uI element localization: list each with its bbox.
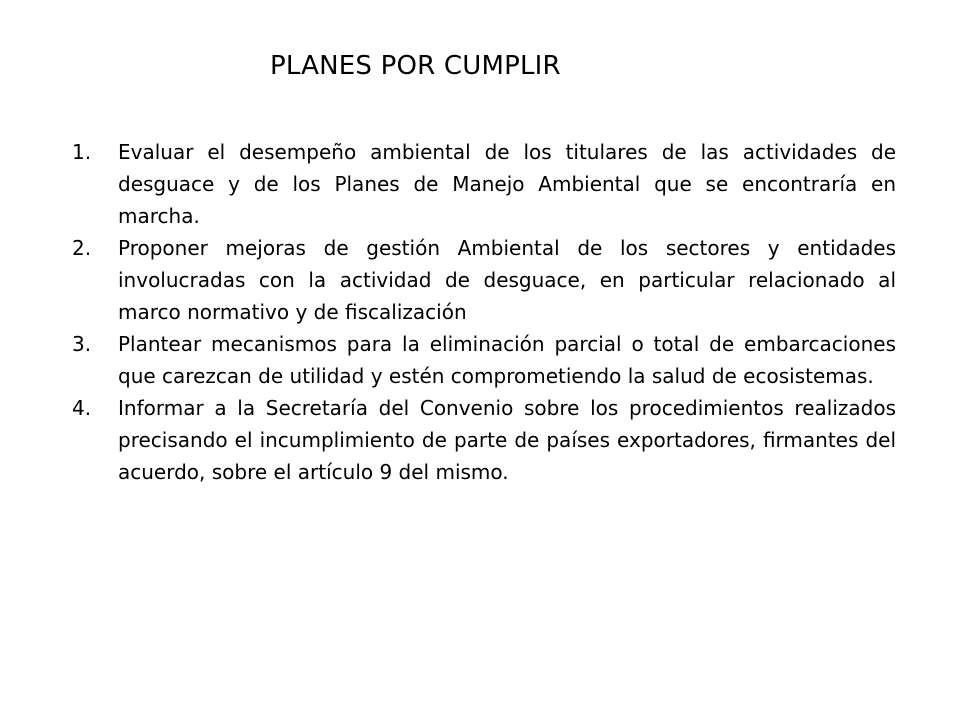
list-item bbox=[72, 136, 896, 232]
item-number: 2. bbox=[72, 236, 92, 260]
item-number: 1. bbox=[72, 140, 92, 164]
slide-title: PLANES POR CUMPLIR bbox=[270, 51, 561, 81]
list-item bbox=[72, 392, 896, 488]
item-text: Informar a la Secretaría del Convenio sobre los procedimientos realizados precisando el incumplimiento de parte de países exportadores, firmantes del acuerdo, sobre el artículo 9 del mismo. bbox=[118, 396, 896, 484]
list-item bbox=[72, 328, 896, 392]
list-item bbox=[72, 232, 896, 328]
item-number: 4. bbox=[72, 396, 92, 420]
item-text: Proponer mejoras de gestión Ambiental de los sectores y entidades involucradas con la actividad de desguace, en particular relacionado al marco normativo y de fiscalización bbox=[118, 236, 896, 324]
item-text: Evaluar el desempeño ambiental de los titulares de las actividades de desguace y de los Planes de Manejo Ambiental que se encontraría en marcha. bbox=[118, 140, 896, 228]
plans-list bbox=[72, 136, 896, 488]
item-text: Plantear mecanismos para la eliminación parcial o total de embarcaciones que carezcan de utilidad y estén comprometiendo la salud de ecosistemas. bbox=[118, 332, 896, 388]
item-number: 3. bbox=[72, 332, 92, 356]
